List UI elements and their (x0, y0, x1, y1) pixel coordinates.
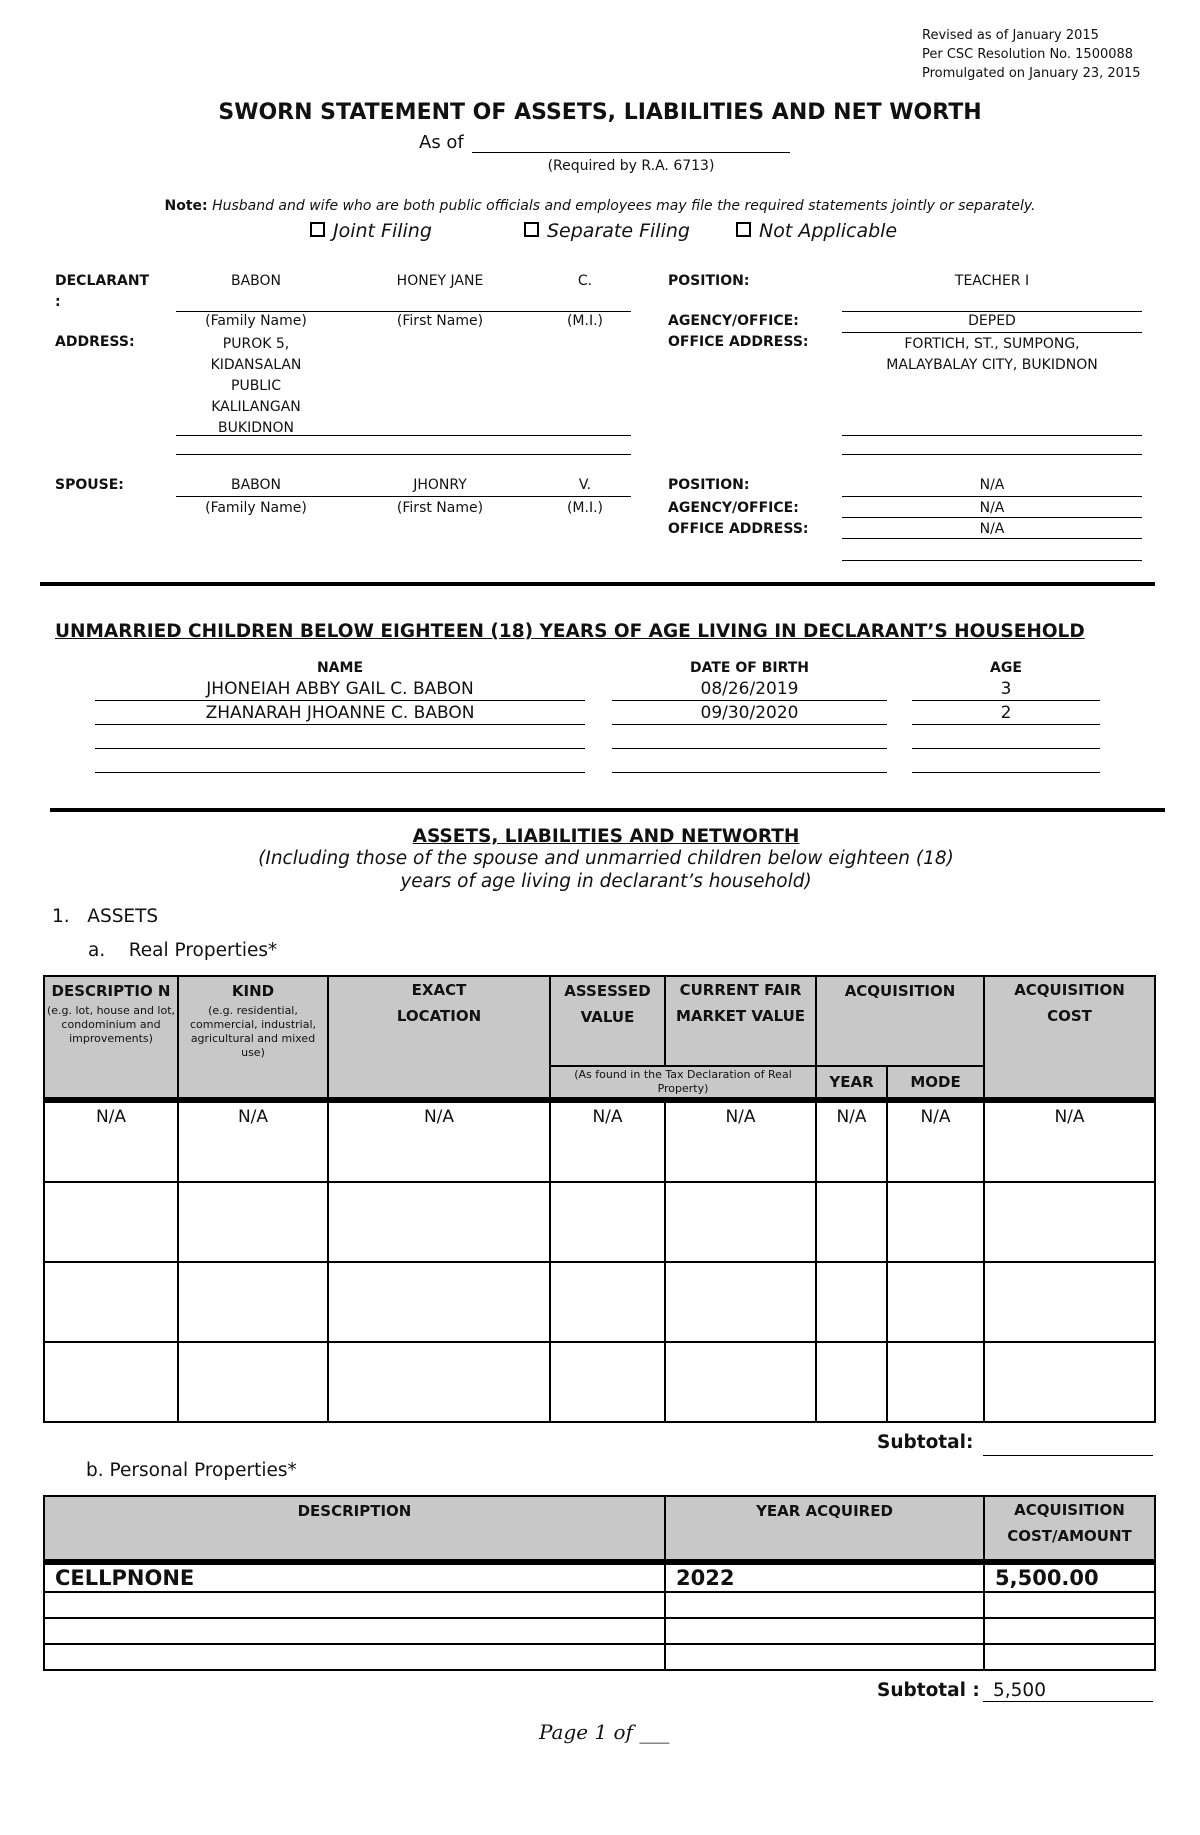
revision-line-1: Revised as of January 2015 (922, 28, 1099, 43)
address-line: BUKIDNON (218, 420, 294, 436)
real-subtotal-label: Subtotal: (877, 1432, 974, 1453)
address-line-rule (176, 454, 631, 455)
declarant-office-address[interactable] (842, 334, 1142, 376)
empty-cell[interactable] (816, 1262, 887, 1342)
personal-cost[interactable]: 5,500.00 (984, 1562, 1155, 1592)
revision-note (922, 26, 1140, 83)
personal-cost[interactable] (984, 1618, 1155, 1644)
personal-cost[interactable] (984, 1644, 1155, 1670)
header-kind (178, 976, 328, 1100)
header-mode: MODE (887, 1066, 984, 1100)
header-value-note-text: (As found in the Tax Declaration of Real Property) (574, 1068, 792, 1095)
real-cost[interactable]: N/A (984, 1100, 1155, 1182)
empty-cell[interactable] (984, 1342, 1155, 1422)
empty-cell[interactable] (665, 1342, 816, 1422)
separate-filing-label: Separate Filing (547, 220, 690, 242)
empty-cell[interactable] (984, 1262, 1155, 1342)
child-age[interactable] (912, 726, 1100, 749)
header-description-text: DESCRIPTIO N (51, 982, 171, 1000)
declarant-position-line (842, 311, 1142, 312)
empty-cell[interactable] (887, 1342, 984, 1422)
personal-description[interactable]: CELLPNONE (44, 1562, 665, 1592)
page-number: Page 1 of ___ (539, 1720, 670, 1744)
declarant-mi-caption: (M.I.) (566, 313, 604, 329)
page-title: SWORN STATEMENT OF ASSETS, LIABILITIES AND NET WORTH (218, 100, 982, 125)
spouse-first-name[interactable]: JHONRY (413, 477, 467, 493)
declarant-family-caption: (Family Name) (205, 313, 307, 329)
real-subtotal-field[interactable] (983, 1455, 1153, 1456)
not-applicable-label: Not Applicable (759, 220, 898, 242)
office-address-rule (842, 435, 1142, 436)
child-age[interactable]: 2 (912, 702, 1100, 725)
personal-description[interactable] (44, 1644, 665, 1670)
header-acquisition: ACQUISITION (816, 976, 984, 1066)
table-row (44, 1262, 1155, 1342)
as-of-label: As of (419, 132, 464, 153)
spouse-label: SPOUSE: (55, 477, 124, 493)
assets-subheading-2: years of age living in declarant’s household) (400, 871, 812, 892)
separate-filing-checkbox[interactable] (524, 222, 539, 237)
child-name[interactable]: JHONEIAH ABBY GAIL C. BABON (95, 678, 585, 701)
header-personal-description: DESCRIPTION (44, 1496, 665, 1562)
child-dob[interactable]: 08/26/2019 (612, 678, 887, 701)
declarant-name-line (176, 311, 631, 312)
empty-cell[interactable] (887, 1182, 984, 1262)
real-kind[interactable]: N/A (178, 1100, 328, 1182)
declarant-agency-line (842, 332, 1142, 333)
header-kind-text: KIND (231, 982, 275, 1000)
spouse-first-caption: (First Name) (396, 500, 484, 516)
header-fair-market-value: CURRENT FAIR MARKET VALUE (665, 976, 816, 1066)
empty-cell[interactable] (887, 1262, 984, 1342)
table-row (44, 1618, 1155, 1644)
children-col-name: NAME (316, 660, 364, 676)
spouse-position-line (842, 496, 1142, 497)
child-name[interactable] (95, 750, 585, 773)
header-description-note: (e.g. lot, house and lot, condominium and improvements) (46, 1004, 176, 1045)
declarant-position-label: POSITION: (668, 273, 750, 289)
declarant-address[interactable] (176, 334, 336, 439)
spouse-family-caption: (Family Name) (205, 500, 307, 516)
spouse-office-line (842, 538, 1142, 539)
office-address-line: MALAYBALAY CITY, BUKIDNON (886, 357, 1098, 373)
assets-subheading-1: (Including those of the spouse and unmarried children below eighteen (18) (258, 848, 954, 869)
real-assessed[interactable]: N/A (550, 1100, 665, 1182)
personal-subtotal-label: Subtotal : (877, 1680, 980, 1701)
personal-year[interactable]: 2022 (665, 1562, 984, 1592)
real-location[interactable]: N/A (328, 1100, 550, 1182)
personal-year[interactable] (665, 1644, 984, 1670)
children-col-dob: DATE OF BIRTH (690, 660, 809, 676)
header-year-acquired: YEAR ACQUIRED (665, 1496, 984, 1562)
child-dob[interactable] (612, 726, 887, 749)
child-dob[interactable]: 09/30/2020 (612, 702, 887, 725)
child-dob[interactable] (612, 750, 887, 773)
table-row (44, 1100, 1155, 1182)
required-by: (Required by R.A. 6713) (547, 158, 715, 174)
real-description[interactable]: N/A (44, 1100, 178, 1182)
assets-label: 1. ASSETS (52, 906, 159, 927)
empty-cell[interactable] (816, 1182, 887, 1262)
children-heading: UNMARRIED CHILDREN BELOW EIGHTEEN (18) YEARS OF AGE LIVING IN DECLARANT’S HOUSEHOLD (55, 621, 1085, 642)
empty-cell[interactable] (178, 1262, 328, 1342)
child-name[interactable]: ZHANARAH JHOANNE C. BABON (95, 702, 585, 725)
personal-subtotal-value[interactable]: 5,500 (983, 1680, 1153, 1702)
table-row (44, 1342, 1155, 1422)
office-address-rule (842, 454, 1142, 455)
joint-filing-label: Joint Filing (333, 220, 432, 242)
real-properties-table (43, 975, 1156, 1423)
empty-cell[interactable] (665, 1262, 816, 1342)
declarant-position[interactable]: TEACHER I (954, 273, 1030, 289)
spouse-office-address[interactable]: N/A (979, 521, 1005, 537)
table-row (44, 1592, 1155, 1618)
empty-cell[interactable] (328, 1182, 550, 1262)
spouse-position[interactable]: N/A (979, 477, 1005, 493)
empty-cell[interactable] (44, 1262, 178, 1342)
spouse-office-address-label: OFFICE ADDRESS: (668, 521, 809, 537)
header-acquisition-cost: ACQUISITION COST (984, 976, 1155, 1100)
declarant-label-colon: : (55, 294, 61, 310)
table-row (44, 1644, 1155, 1670)
child-name[interactable] (95, 726, 585, 749)
assets-heading: ASSETS, LIABILITIES AND NETWORTH (412, 826, 800, 847)
empty-cell[interactable] (550, 1182, 665, 1262)
note-label: Note: (164, 198, 208, 214)
note (0, 198, 1200, 214)
empty-cell[interactable] (816, 1342, 887, 1422)
spouse-agency[interactable]: N/A (979, 500, 1005, 516)
revision-line-3: Promulgated on January 23, 2015 (922, 66, 1141, 81)
real-mode[interactable]: N/A (887, 1100, 984, 1182)
child-age[interactable] (912, 750, 1100, 773)
spouse-office-line (842, 560, 1142, 561)
not-applicable-option[interactable] (736, 220, 897, 242)
empty-cell[interactable] (178, 1182, 328, 1262)
empty-cell[interactable] (178, 1342, 328, 1422)
empty-cell[interactable] (550, 1262, 665, 1342)
declarant-family-name[interactable]: BABON (230, 273, 282, 289)
declarant-first-caption: (First Name) (396, 313, 484, 329)
header-description (44, 976, 178, 1100)
empty-cell[interactable] (44, 1342, 178, 1422)
section-divider (40, 582, 1155, 586)
header-acquisition-cost-amount: ACQUISITION COST/AMOUNT (984, 1496, 1155, 1562)
joint-filing-checkbox[interactable] (310, 222, 325, 237)
empty-cell[interactable] (44, 1182, 178, 1262)
spouse-family-name[interactable]: BABON (230, 477, 282, 493)
empty-cell[interactable] (328, 1262, 550, 1342)
separate-filing-option[interactable] (524, 220, 690, 242)
child-age[interactable]: 3 (912, 678, 1100, 701)
declarant-address-label: ADDRESS: (55, 334, 135, 350)
section-divider (50, 808, 1165, 812)
header-year: YEAR (816, 1066, 887, 1100)
empty-cell[interactable] (550, 1342, 665, 1422)
address-line: KIDANSALAN (210, 357, 302, 373)
personal-year[interactable] (665, 1592, 984, 1618)
office-address-line: FORTICH, ST., SUMPONG, (904, 336, 1080, 352)
spouse-mi-caption: (M.I.) (566, 500, 604, 516)
header-location: EXACT LOCATION (328, 976, 550, 1100)
declarant-label: DECLARANT (55, 273, 150, 289)
children-col-age: AGE (990, 660, 1022, 676)
table-row (44, 1182, 1155, 1262)
real-properties-label: a. Real Properties* (88, 940, 278, 961)
empty-cell[interactable] (328, 1342, 550, 1422)
spouse-agency-line (842, 517, 1142, 518)
header-assessed-value: ASSESSED VALUE (550, 976, 665, 1066)
as-of-field[interactable] (472, 152, 790, 153)
header-kind-note: (e.g. residential, commercial, industrial, agricultural and mixed use) (189, 1004, 317, 1059)
spouse-mi[interactable]: V. (578, 477, 592, 493)
joint-filing-option[interactable] (310, 220, 432, 242)
personal-year[interactable] (665, 1618, 984, 1644)
header-value-note (550, 1066, 816, 1100)
spouse-position-label: POSITION: (668, 477, 750, 493)
address-line: PUBLIC (231, 378, 281, 394)
address-line: PUROK 5, (222, 336, 290, 352)
personal-description[interactable] (44, 1592, 665, 1618)
personal-cost[interactable] (984, 1592, 1155, 1618)
spouse-agency-label: AGENCY/OFFICE: (668, 500, 799, 516)
real-fair-value[interactable]: N/A (665, 1100, 816, 1182)
declarant-agency-label: AGENCY/OFFICE: (668, 313, 799, 329)
personal-properties-label: b. Personal Properties* (86, 1460, 297, 1481)
address-line: KALILANGAN (211, 399, 301, 415)
personal-properties-table (43, 1495, 1156, 1671)
address-line-rule (176, 435, 631, 436)
real-year[interactable]: N/A (816, 1100, 887, 1182)
empty-cell[interactable] (984, 1182, 1155, 1262)
not-applicable-checkbox[interactable] (736, 222, 751, 237)
table-row (44, 1562, 1155, 1592)
declarant-first-name[interactable]: HONEY JANE (396, 273, 484, 289)
personal-description[interactable] (44, 1618, 665, 1644)
note-text: Husband and wife who are both public officials and employees may file the required statements jointly or separately. (212, 198, 1036, 214)
spouse-name-line (176, 496, 631, 497)
revision-line-2: Per CSC Resolution No. 1500088 (922, 47, 1134, 62)
empty-cell[interactable] (665, 1182, 816, 1262)
declarant-mi[interactable]: C. (577, 273, 593, 289)
declarant-office-address-label: OFFICE ADDRESS: (668, 334, 809, 350)
declarant-agency[interactable]: DEPED (968, 313, 1016, 329)
